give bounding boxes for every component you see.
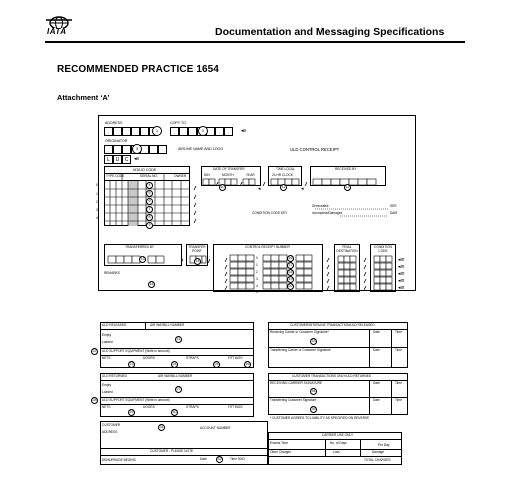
circle-14: 14	[195, 259, 200, 263]
released-time-col: Time	[395, 330, 402, 334]
hr-clock-label: 24 HR CLOCK	[272, 173, 293, 177]
condition-code-key-label: CONDITION CODE KEY	[252, 211, 288, 215]
row-number: 0	[96, 183, 98, 187]
time-local-label: TIME LOCAL	[276, 167, 295, 171]
owner-label: OWNER	[174, 174, 187, 178]
per-day-label: Per Day	[378, 443, 390, 447]
luc-letter-l: L	[104, 155, 113, 164]
crn-row: 0	[256, 256, 258, 260]
month-label: MONTH	[222, 173, 234, 177]
transferring-time-col: Time	[395, 348, 402, 352]
circle-22: 22	[92, 349, 97, 353]
svg-text:◂≡: ◂≡	[398, 285, 405, 291]
nets-label-2: NETS	[102, 405, 111, 409]
circle-30: 30	[172, 410, 177, 414]
account-number-label: ACCOUNT NUMBER	[200, 426, 231, 430]
transfer-cust-date-col: Date	[373, 398, 380, 402]
circle-26: 26	[245, 362, 250, 366]
svg-text:◂: ◂	[301, 186, 304, 192]
condition-code-label: CONDITION CODE	[374, 245, 392, 253]
doors-label-1: DOORS	[143, 356, 155, 360]
demurrage-date-label: Date	[200, 457, 207, 461]
svg-text:◂≡: ◂≡	[398, 257, 405, 263]
circle-27: 27	[176, 387, 181, 391]
empty-label-2: Empty	[102, 383, 112, 387]
transferring-date-col: Date	[373, 348, 380, 352]
circle-2: 2	[198, 126, 208, 136]
practice-title: RECOMMENDED PRACTICE 1654	[57, 64, 219, 75]
circle-1: 1	[152, 126, 162, 136]
customer-please-note-label: CUSTOMER - PLEASE NOTE	[150, 449, 194, 453]
returned-date-col: Date	[373, 381, 380, 385]
circle-17: 17	[288, 263, 293, 267]
luc-letter-u: U	[113, 155, 122, 164]
circle-21: 21	[176, 337, 181, 341]
demurrage-time-label: Time 0001	[230, 457, 245, 461]
circle-11: 11	[281, 185, 286, 189]
circle-19: 19	[288, 277, 293, 281]
circle-16: 16	[288, 256, 293, 260]
serial-no-label: SERIAL NO.	[140, 174, 158, 178]
circle-12: 12	[345, 185, 350, 189]
uld-returned-label: ULD RETURNED	[102, 374, 127, 378]
circle-31: 31	[159, 425, 164, 429]
svg-text:◂≡: ◂≡	[398, 278, 405, 284]
transferring-carrier-label: Transferring Carrier or Customer Signature	[270, 348, 331, 352]
day-label: DAY	[204, 173, 211, 177]
crn-row: 5	[256, 290, 258, 294]
circle-6: 6	[146, 198, 153, 205]
circle-20: 20	[288, 284, 293, 288]
loaded-label-1: Loaded	[102, 340, 113, 344]
circle-4: 4	[146, 182, 153, 189]
logo-text: IATA	[47, 27, 67, 36]
circle-25: 25	[214, 362, 219, 366]
total-charges-label: TOTAL CHARGES	[364, 458, 391, 462]
row-number: 1	[96, 192, 98, 196]
excess-time-label: Excess Time	[270, 441, 289, 445]
dam-label: DAM	[390, 211, 398, 215]
demurrage-label: DEMURRAGE BEGINS	[102, 458, 136, 462]
svg-text:◂≡: ◂≡	[398, 264, 405, 270]
copy-to-label: COPY TO	[170, 121, 186, 125]
airline-name-label: AIRLINE NAME AND LOGO	[178, 147, 224, 151]
uld-support-label-2: ULD SUPPORT EQUIPMENT (Write in amount)	[102, 398, 170, 402]
empty-label-1: Empty	[102, 333, 112, 337]
attachment-label: Attachment ‘A’	[57, 93, 110, 102]
circle-29: 29	[129, 410, 134, 414]
copy-arrow: ◂≡	[241, 128, 247, 134]
other-charges-label: Other Charges	[270, 450, 291, 454]
uld-released-label: ULD RELEASED	[102, 323, 127, 327]
circle-33: 33	[311, 339, 316, 343]
circle-32: 32	[217, 457, 222, 461]
remarks-label: REMARKS	[104, 271, 120, 275]
document-header-title: Documentation and Messaging Specifications	[215, 26, 445, 38]
circle-35: 35	[311, 407, 316, 411]
receiving-carrier-sig-label: RECEIVING CARRIER SIGNATURE	[270, 381, 323, 385]
receiving-carrier-label: Receiving Carrier or Customer Signature*	[270, 330, 329, 334]
released-date-col: Date	[373, 330, 380, 334]
circle-13: 13	[140, 257, 145, 261]
circle-8: 8	[146, 214, 153, 221]
crn-row: 1	[256, 263, 258, 267]
no-of-days-label: No. of Days	[330, 441, 347, 445]
transfer-point-label: TRANSFER POINT	[188, 245, 206, 253]
type-code-label: TYPE CODE	[106, 174, 125, 178]
circle-10: 10	[220, 185, 225, 189]
crn-row: 2	[256, 270, 258, 274]
circle-24: 24	[172, 362, 177, 366]
air-waybill-label-1: AIR WAYBILL NUMBER	[150, 323, 185, 327]
uld-support-label-1: ULD SUPPORT EQUIPMENT (Write in amount)	[102, 349, 170, 353]
address-label-lower: ADDRESS	[102, 430, 118, 434]
circle-15: 15	[149, 282, 154, 286]
loss-label: Loss	[333, 450, 340, 454]
iata-id-code-label: IATA ID CODE	[133, 168, 157, 172]
circle-23: 23	[129, 362, 134, 366]
loaded-label-2: Loaded	[102, 390, 113, 394]
final-destination-label: FINAL DESTINATION	[336, 245, 358, 253]
released-header: CUSTOMER/INTERLINE TRANSACTION/ULD RELEASED	[290, 323, 375, 327]
crn-row: 4	[256, 284, 258, 288]
crn-row: 3	[256, 277, 258, 281]
svg-text:◂: ◂	[258, 186, 261, 192]
received-by-label: RECEIVED BY	[335, 167, 357, 171]
circle-28: 28	[92, 398, 97, 402]
circle-34: 34	[311, 389, 316, 393]
circle-7: 7	[146, 206, 153, 213]
address-label: ADDRESS	[105, 121, 123, 125]
transferring-customer-label: Transferring Customer Signature	[270, 398, 317, 402]
customer-label: CUSTOMER	[102, 423, 121, 427]
row-number: 4	[96, 216, 98, 220]
row-number: 3	[96, 208, 98, 212]
originator-label: ORIGINATOR	[105, 139, 128, 143]
year-label: YEAR	[246, 173, 255, 177]
doors-label-2: DOORS	[143, 405, 155, 409]
liability-note: * CUSTOMER AGREES TO LIABILITY AS SPECIFIED ON REVERSE	[270, 416, 370, 420]
svg-text:◂≡: ◂≡	[398, 271, 405, 277]
damage-label: Damage	[372, 450, 385, 454]
fittings-label-1: FITTINGS	[228, 356, 243, 360]
circle-3: 3	[132, 144, 142, 154]
circle-18: 18	[288, 270, 293, 274]
straps-label-2: STRAPS	[186, 405, 199, 409]
row-number: 2	[96, 200, 98, 204]
date-of-transfer-label: DATE OF TRANSFER	[213, 167, 245, 171]
returned-time-col: Time	[395, 381, 402, 385]
fittings-label-2: FITTINGS	[228, 405, 243, 409]
returned-header: CUSTOMER TRANSACTIONS ONLY/ULD RETURNED	[292, 374, 372, 378]
control-receipt-number-label: CONTROL RECEIPT NUMBER	[245, 245, 290, 249]
nets-label-1: NETS	[102, 356, 111, 360]
straps-label-1: STRAPS	[186, 356, 199, 360]
transferred-by-label: TRANSFERRED BY	[125, 245, 155, 249]
carrier-use-only-label: CARRIER USE ONLY	[322, 433, 354, 437]
luc-letter-c: C	[122, 155, 131, 164]
circle-9: 9	[146, 222, 153, 229]
receipt-title: ULD CONTROL RECEIPT	[290, 147, 340, 152]
ser-label: SER	[390, 204, 397, 208]
transfer-cust-time-col: Time	[395, 398, 402, 402]
circle-5: 5	[146, 190, 153, 197]
serviceable-label: Serviceable	[312, 204, 329, 208]
air-waybill-label-2: AIR WAYBILL NUMBER	[158, 374, 193, 378]
incomplete-damaged-label: Incomplete/Damaged	[312, 211, 343, 215]
luc-arrow: ◂≡	[134, 156, 140, 162]
